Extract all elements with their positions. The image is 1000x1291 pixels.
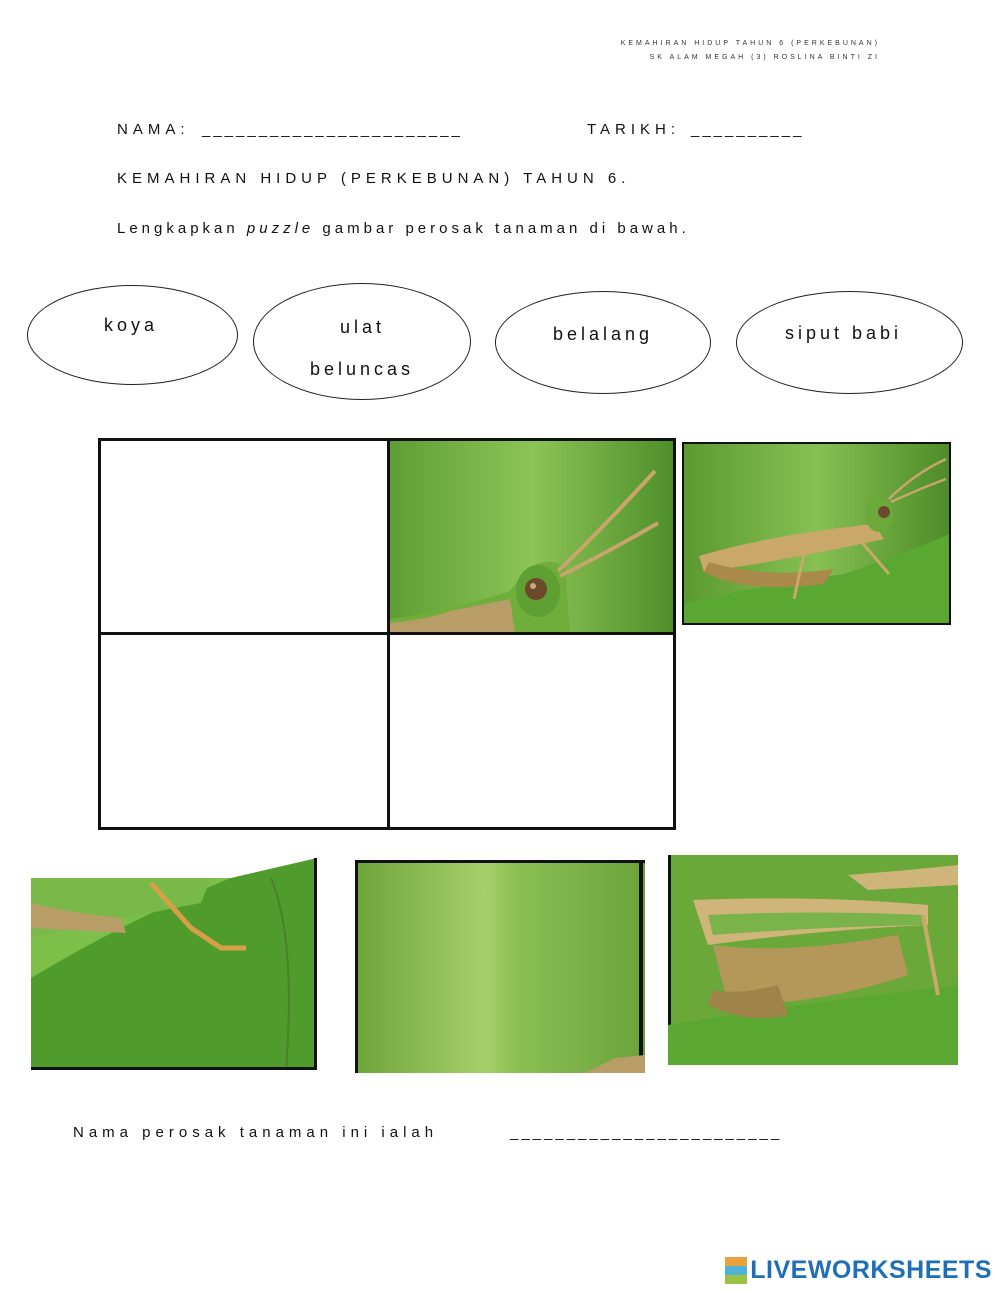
puzzle-slot-bottom-left[interactable] bbox=[98, 632, 391, 830]
option-oval-ulat-beluncas[interactable] bbox=[253, 283, 471, 400]
instruction-after: gambar perosak tanaman di bawah. bbox=[314, 220, 690, 237]
piece-background-svg bbox=[355, 860, 645, 1073]
option-label-ulat: ulat bbox=[340, 317, 386, 337]
reference-grasshopper-image bbox=[682, 442, 951, 625]
logo-badge-icon bbox=[725, 1257, 747, 1285]
answer-blank[interactable]: ________________________ bbox=[510, 1124, 783, 1141]
reference-grasshopper-svg bbox=[684, 444, 949, 623]
puzzle-piece-background[interactable] bbox=[355, 860, 645, 1073]
answer-label: Nama perosak tanaman ini ialah bbox=[73, 1124, 439, 1141]
piece-body-svg bbox=[668, 855, 958, 1065]
puzzle-piece-body[interactable] bbox=[668, 855, 958, 1065]
instruction-before: Lengkapkan bbox=[117, 220, 247, 237]
grasshopper-head-piece-image bbox=[390, 441, 673, 633]
option-label-koya: koya bbox=[104, 315, 159, 335]
subject-title: KEMAHIRAN HIDUP (PERKEBUNAN) TAHUN 6. bbox=[117, 170, 631, 187]
date-label: TARIKH: bbox=[587, 121, 681, 138]
puzzle-piece-leg[interactable] bbox=[31, 858, 317, 1070]
instruction-italic: puzzle bbox=[246, 220, 315, 237]
piece-leg-svg bbox=[31, 858, 317, 1070]
name-label: NAMA: bbox=[117, 121, 190, 138]
puzzle-slot-top-left[interactable] bbox=[98, 438, 391, 636]
header-line-1: KEMAHIRAN HIDUP TAHUN 6 (PERKEBUNAN) bbox=[620, 40, 880, 47]
logo-text: LIVEWORKSHEETS bbox=[750, 1256, 992, 1284]
puzzle-slot-top-right[interactable] bbox=[387, 438, 676, 636]
header-line-2: SK ALAM MEGAH (3) ROSLINA BINTI ZI bbox=[649, 54, 880, 61]
instruction bbox=[117, 220, 690, 237]
option-label-beluncas: beluncas bbox=[310, 359, 415, 379]
date-blank[interactable]: __________ bbox=[691, 121, 805, 138]
name-blank[interactable]: _______________________ bbox=[202, 121, 463, 138]
liveworksheets-logo bbox=[725, 1256, 992, 1285]
option-label-belalang: belalang bbox=[553, 324, 654, 344]
option-label-siput-babi: siput babi bbox=[785, 323, 903, 343]
puzzle-slot-bottom-right[interactable] bbox=[387, 632, 676, 830]
